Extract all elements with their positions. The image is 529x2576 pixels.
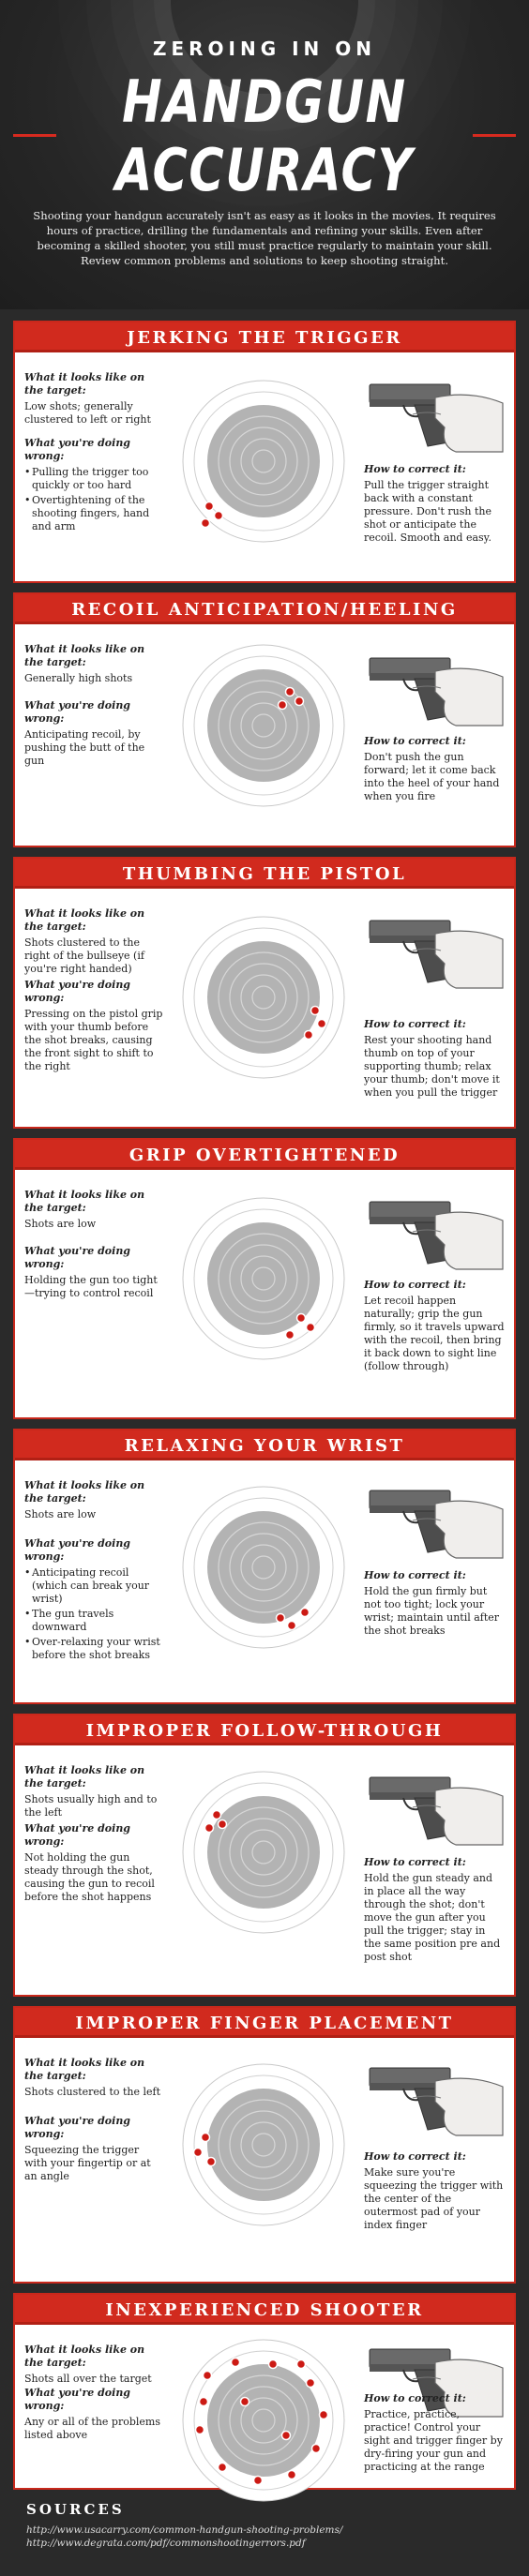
wrong-block bbox=[24, 437, 165, 535]
bullet-hole bbox=[320, 2411, 328, 2419]
bullet-hole bbox=[282, 2432, 291, 2440]
correct-label: How to correct it: bbox=[364, 1018, 466, 1030]
correct-text: Don't push the gun forward; let it come back into the heel of your hand when you fire bbox=[364, 751, 500, 802]
title-rule-right bbox=[473, 134, 516, 137]
bullet-hole bbox=[307, 1324, 315, 1332]
bullet-hole bbox=[311, 1007, 320, 1015]
correction-column bbox=[364, 463, 505, 545]
bullet-hole bbox=[279, 701, 287, 710]
correct-text: Rest your shooting hand thumb on top of your supporting thumb; relax your thumb; don't move it when you pull the trigger bbox=[364, 1034, 500, 1099]
bullet-hole bbox=[232, 2359, 240, 2367]
correction-column bbox=[364, 1856, 505, 1964]
pistol-follow-through-icon bbox=[366, 1764, 506, 1849]
bullet-hole bbox=[241, 2398, 249, 2406]
wrong-item: • Anticipating recoil (which can break your wrist) bbox=[24, 1566, 165, 1606]
target-bullseye-area bbox=[207, 2089, 320, 2201]
bullet-hole bbox=[288, 1622, 296, 1630]
kicker: ZEROING IN ON bbox=[152, 37, 376, 60]
wrong-label: What you're doing wrong: bbox=[24, 2115, 131, 2140]
bullet-hole bbox=[312, 2445, 321, 2453]
looks-text: Shots all over the target bbox=[24, 2373, 152, 2385]
wrong-list bbox=[24, 1566, 165, 1662]
shooting-target bbox=[179, 2060, 348, 2229]
bullet-hole bbox=[219, 2464, 227, 2472]
wrong-block bbox=[24, 1822, 165, 1904]
correction-column bbox=[364, 735, 505, 803]
finger-trigger-icon bbox=[366, 2055, 506, 2139]
wrong-label: What you're doing wrong: bbox=[24, 437, 131, 462]
correct-text: Hold the gun firmly but not too tight; lock your wrist; maintain until after the shot breaks bbox=[364, 1585, 500, 1637]
shooting-target bbox=[179, 1194, 348, 1363]
title-rule-left bbox=[13, 134, 56, 137]
wrong-label: What you're doing wrong: bbox=[24, 1537, 131, 1563]
bullet-hole bbox=[205, 1824, 214, 1833]
target-bullseye-area bbox=[207, 1511, 320, 1624]
correct-text: Practice, practice, practice! Control your sight and trigger finger by dry-firing your gun and practicing at the range bbox=[364, 2408, 503, 2473]
shooting-target bbox=[179, 2336, 348, 2505]
bullet-hole bbox=[295, 697, 304, 706]
correction-column bbox=[364, 1018, 505, 1100]
correct-label: How to correct it: bbox=[364, 1856, 466, 1868]
bullet-hole bbox=[301, 1609, 310, 1617]
correct-label: How to correct it: bbox=[364, 2392, 466, 2404]
diagnosis-column bbox=[24, 371, 163, 440]
bullet-hole bbox=[196, 2426, 204, 2434]
section-title: IMPROPER FOLLOW-THROUGH bbox=[15, 1715, 514, 1747]
problem-section bbox=[13, 857, 516, 1129]
looks-text: Shots clustered to the right of the bullseye (if you're right handed) bbox=[24, 936, 144, 975]
bullet-hole bbox=[286, 1331, 295, 1340]
section-title: IMPROPER FINGER PLACEMENT bbox=[15, 2008, 514, 2040]
looks-label: What it looks like on the target: bbox=[24, 643, 145, 668]
bullet-hole bbox=[286, 688, 295, 696]
intro-text: Shooting your handgun accurately isn't as easy as it looks in the movies. It requires hours of practice, drilling the fundamentals and refining your skills. Even after becoming a skilled shooter, you still must practice regularly to maintain your skill. Review common problems and solutions to keep shooting straight. bbox=[33, 209, 496, 267]
shooting-target bbox=[179, 377, 348, 546]
pistol-wrist-icon bbox=[366, 1477, 506, 1562]
wrong-label: What you're doing wrong: bbox=[24, 1245, 131, 1270]
target-bullseye-area bbox=[207, 2364, 320, 2477]
bullet-hole bbox=[200, 2398, 208, 2406]
section-title: RECOIL ANTICIPATION/HEELING bbox=[15, 594, 514, 626]
bullet-hole bbox=[297, 1314, 306, 1323]
bullet-hole bbox=[254, 2477, 263, 2485]
wrong-block bbox=[24, 699, 165, 768]
target-bullseye-area bbox=[207, 941, 320, 1054]
bullet-hole bbox=[194, 2149, 203, 2157]
correct-label: How to correct it: bbox=[364, 735, 466, 747]
bullet-hole bbox=[213, 1811, 221, 1820]
bullet-hole bbox=[288, 2471, 296, 2479]
source-link[interactable]: http://www.usacarry.com/common-handgun-shooting-problems/ bbox=[26, 2524, 343, 2536]
wrong-label: What you're doing wrong: bbox=[24, 1822, 131, 1848]
problem-section bbox=[13, 592, 516, 847]
looks-text: Shots clustered to the left bbox=[24, 2086, 161, 2098]
diagnosis-column bbox=[24, 1479, 163, 1535]
wrong-text: Holding the gun too tight—trying to control recoil bbox=[24, 1274, 158, 1299]
correct-label: How to correct it: bbox=[364, 463, 466, 475]
bullet-hole bbox=[205, 502, 214, 511]
looks-label: What it looks like on the target: bbox=[24, 1189, 145, 1214]
wrong-item: • Overtightening of the shooting fingers, hand and arm bbox=[24, 494, 165, 533]
source-link[interactable]: http://www.degrata.com/pdf/commonshootingerrors.pdf bbox=[26, 2538, 306, 2549]
diagnosis-column bbox=[24, 643, 163, 698]
problem-section bbox=[13, 2293, 516, 2490]
bullet-hole bbox=[297, 2360, 306, 2369]
section-title: GRIP OVERTIGHTENED bbox=[15, 1140, 514, 1172]
bullet-hole bbox=[307, 2379, 315, 2388]
wrong-text: Pressing on the pistol grip with your thumb before the shot breaks, causing the front sight to shift to the right bbox=[24, 1008, 163, 1072]
pistol-muzzle-flash-icon bbox=[366, 1189, 506, 1273]
wrong-block bbox=[24, 2387, 165, 2442]
pistol-recoil-icon bbox=[366, 645, 506, 729]
looks-label: What it looks like on the target: bbox=[24, 2344, 145, 2369]
wrong-block bbox=[24, 1245, 165, 1300]
shooting-target bbox=[179, 641, 348, 810]
section-title: RELAXING YOUR WRIST bbox=[15, 1430, 514, 1462]
bullet-hole bbox=[318, 1020, 326, 1028]
correct-label: How to correct it: bbox=[364, 1569, 466, 1581]
problem-section bbox=[13, 2006, 516, 2284]
target-bullseye-area bbox=[207, 1796, 320, 1909]
shooting-target bbox=[179, 913, 348, 1082]
correct-label: How to correct it: bbox=[364, 1279, 466, 1291]
looks-text: Shots usually high and to the left bbox=[24, 1793, 158, 1819]
bullet-hole bbox=[219, 1820, 227, 1829]
wrong-item: • Over-relaxing your wrist before the shot breaks bbox=[24, 1636, 165, 1662]
bullet-hole bbox=[207, 2158, 216, 2166]
sources bbox=[26, 2501, 505, 2550]
bullet-hole bbox=[305, 1031, 313, 1040]
bullet-hole bbox=[269, 2360, 278, 2369]
wrong-block bbox=[24, 1537, 165, 1664]
bullet-hole bbox=[202, 2134, 210, 2142]
pistol-trigger-pull-icon bbox=[366, 371, 506, 456]
shooting-target bbox=[179, 1768, 348, 1937]
wrong-block bbox=[24, 979, 165, 1073]
section-title: INEXPERIENCED SHOOTER bbox=[15, 2295, 514, 2327]
wrong-text: Anticipating recoil, by pushing the butt of the gun bbox=[24, 728, 145, 767]
bullet-hole bbox=[204, 2372, 212, 2380]
pistol-thumb-icon bbox=[366, 907, 506, 992]
section-title: THUMBING THE PISTOL bbox=[15, 859, 514, 891]
bullet-hole bbox=[202, 519, 210, 528]
header bbox=[0, 0, 529, 309]
target-bullseye-area bbox=[207, 669, 320, 782]
bullet-hole bbox=[277, 1614, 285, 1623]
problem-section bbox=[13, 1714, 516, 1997]
looks-text: Shots are low bbox=[24, 1218, 97, 1230]
correct-text: Pull the trigger straight back with a constant pressure. Don't rush the shot or anticipate the recoil. Smooth and easy. bbox=[364, 479, 491, 544]
looks-text: Generally high shots bbox=[24, 672, 133, 684]
looks-label: What it looks like on the target: bbox=[24, 1764, 145, 1790]
diagnosis-column bbox=[24, 2057, 163, 2112]
diagnosis-column bbox=[24, 907, 163, 989]
problem-section bbox=[13, 321, 516, 583]
wrong-label: What you're doing wrong: bbox=[24, 2387, 131, 2412]
looks-label: What it looks like on the target: bbox=[24, 907, 145, 933]
correct-text: Make sure you're squeezing the trigger with the center of the outermost pad of your index finger bbox=[364, 2166, 504, 2231]
wrong-label: What you're doing wrong: bbox=[24, 699, 131, 725]
wrong-item: • Pulling the trigger too quickly or too hard bbox=[24, 466, 165, 492]
looks-label: What it looks like on the target: bbox=[24, 371, 145, 397]
wrong-block bbox=[24, 2115, 165, 2183]
wrong-label: What you're doing wrong: bbox=[24, 979, 131, 1004]
looks-text: Shots are low bbox=[24, 1508, 97, 1520]
target-bullseye-area bbox=[207, 405, 320, 517]
correct-text: Hold the gun steady and in place all the way through the shot; don't move the gun after you pull the trigger; stay in the same position pre and post shot bbox=[364, 1872, 501, 1963]
problem-section bbox=[13, 1138, 516, 1419]
looks-label: What it looks like on the target: bbox=[24, 2057, 145, 2082]
bullet-hole bbox=[215, 512, 223, 520]
wrong-text: Squeezing the trigger with your fingertip or at an angle bbox=[24, 2144, 151, 2182]
section-title: JERKING THE TRIGGER bbox=[15, 322, 514, 354]
looks-label: What it looks like on the target: bbox=[24, 1479, 145, 1505]
sources-title: SOURCES bbox=[26, 2501, 125, 2518]
correct-text: Let recoil happen naturally; grip the gun firmly, so it travels upward with the recoil, then bring it back down to sight line (follow through) bbox=[364, 1295, 505, 1372]
main-title: HANDGUN ACCURACY bbox=[115, 67, 414, 204]
correction-column bbox=[364, 1569, 505, 1638]
shooting-target bbox=[179, 1483, 348, 1652]
problem-section bbox=[13, 1429, 516, 1704]
wrong-text: Any or all of the problems listed above bbox=[24, 2416, 160, 2441]
diagnosis-column bbox=[24, 1189, 163, 1244]
wrong-text: Not holding the gun steady through the shot, causing the gun to recoil before the shot happens bbox=[24, 1851, 155, 1903]
correction-column bbox=[364, 2150, 505, 2232]
correction-column bbox=[364, 1279, 505, 1373]
wrong-list bbox=[24, 466, 165, 533]
looks-text: Low shots; generally clustered to left or right bbox=[24, 400, 151, 426]
correction-column bbox=[364, 2392, 505, 2474]
correct-label: How to correct it: bbox=[364, 2150, 466, 2163]
wrong-item: • The gun travels downward bbox=[24, 1608, 165, 1634]
